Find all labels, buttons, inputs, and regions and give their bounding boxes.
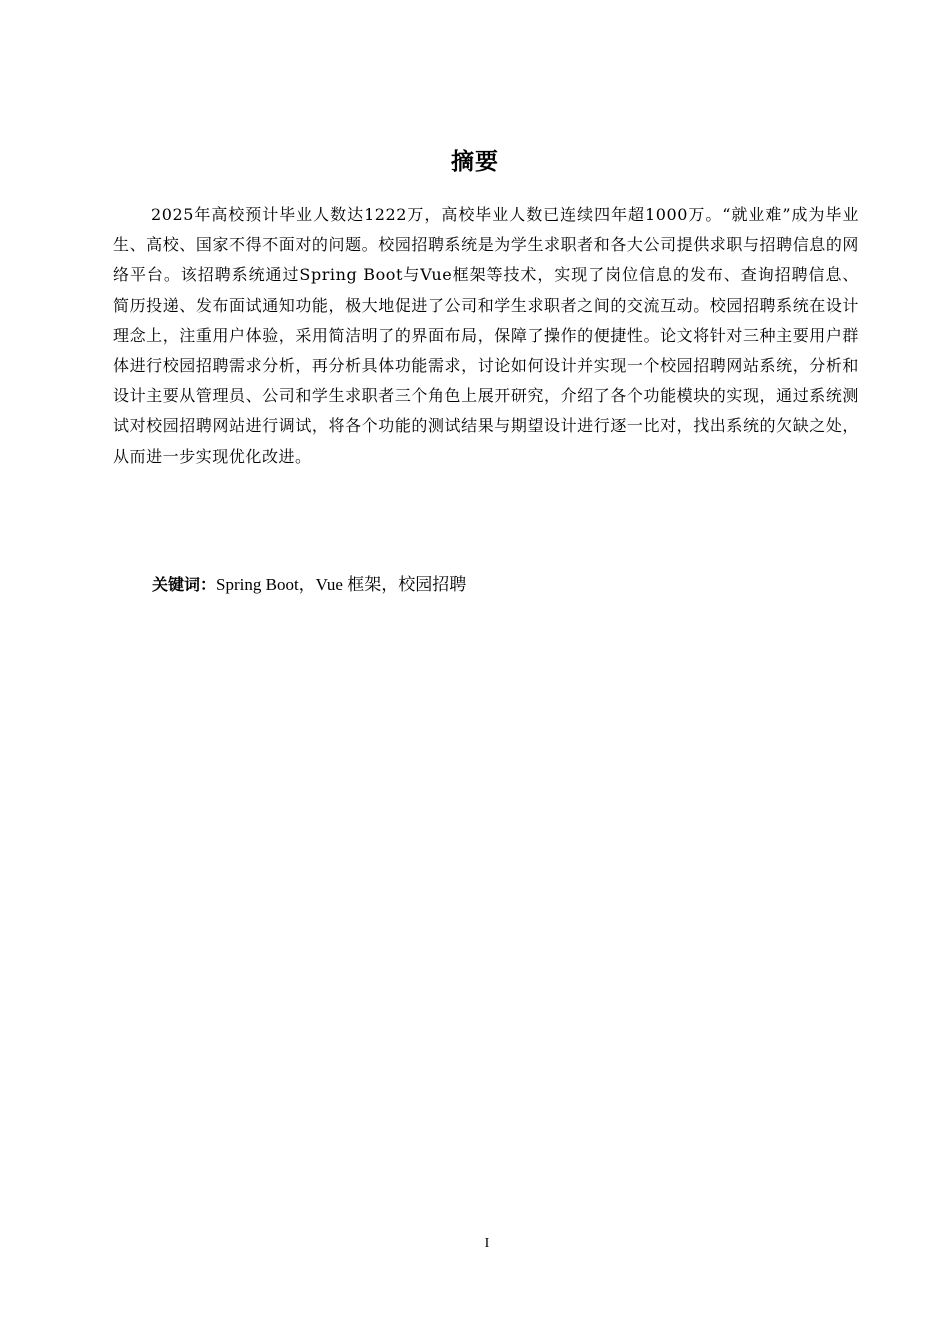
keywords-line — [152, 570, 852, 600]
keywords-value: Spring Boot，Vue 框架，校园招聘 — [216, 575, 467, 594]
page-title: 摘要 — [451, 149, 499, 175]
page-number: I — [484, 1236, 490, 1251]
abstract-paragraph: 2025年高校预计毕业人数达1222万，高校毕业人数已连续四年超1000万。“就业难”成为毕业生、高校、国家不得不面对的问题。校园招聘系统是为学生求职者和各大公司提供求职与招聘信息的网络平台。该招聘系统通过Spring Boot与Vue框架等技术，实现了岗位信息的发布、查询招聘信息、简历投递、发布面试通知功能，极大地促进了公司和学生求职者之间的交流互动。校园招聘系统在设计理念上，注重用户体验，采用简洁明了的界面布局，保障了操作的便捷性。论文将针对三种主要用户群体进行校园招聘需求分析，再分析具体功能需求，讨论如何设计并实现一个校园招聘网站系统，分析和设计主要从管理员、公司和学生求职者三个角色上展开研究，介绍了各个功能模块的实现，通过系统测试对校园招聘网站进行调试，将各个功能的测试结果与期望设计进行逐一比对，找出系统的欠缺之处，从而进一步实现优化改进。 — [113, 205, 859, 466]
keywords-label: 关键词： — [152, 575, 217, 594]
